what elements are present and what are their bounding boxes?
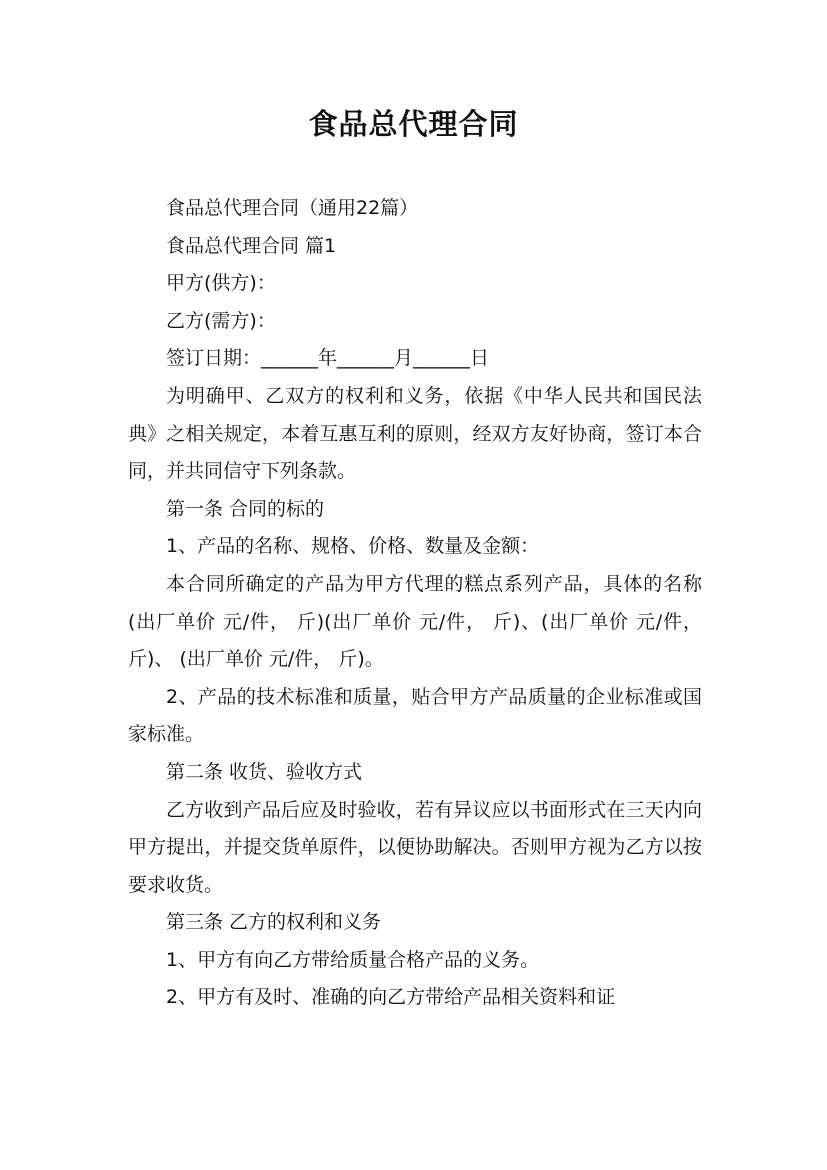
paragraph-clause-3-heading: 第三条 乙方的权利和义务 bbox=[166, 911, 382, 934]
paragraph-party-b: 乙方(需方)： bbox=[166, 309, 276, 332]
paragraph-clause-3-item-2: 2、甲方有及时、准确的向乙方带给产品相关资料和证 bbox=[166, 986, 616, 1009]
paragraph-article-heading: 食品总代理合同 篇1 bbox=[166, 234, 337, 257]
paragraph-clause-2-heading: 第二条 收货、验收方式 bbox=[166, 760, 363, 783]
paragraph-clause-2-body: 乙方收到产品后应及时验收，若有异议应以书面形式在三天内向甲方提出，并提交货单原件，以便协助解决。否则甲方视为乙方以按要求收货。 bbox=[128, 798, 702, 896]
paragraph-clause-1-heading: 第一条 合同的标的 bbox=[166, 497, 325, 520]
document-title: 食品总代理合同 bbox=[308, 107, 519, 141]
paragraph-party-a: 甲方(供方)： bbox=[166, 272, 276, 295]
paragraph-sign-date: 签订日期：______年______月______日 bbox=[166, 347, 490, 370]
paragraph-preamble: 为明确甲、乙双方的权利和义务，依据《中华人民共和国民法典》之相关规定，本着互惠互利的原则，经双方友好协商，签订本合同，并共同信守下列条款。 bbox=[128, 384, 702, 483]
paragraph-clause-1-item-2: 2、产品的技术标准和质量，贴合甲方产品质量的企业标准或国家标准。 bbox=[128, 685, 702, 746]
document-body bbox=[128, 190, 702, 1017]
paragraph-subtitle: 食品总代理合同（通用22篇） bbox=[166, 197, 419, 219]
paragraph-clause-1-detail: 本合同所确定的产品为甲方代理的糕点系列产品，具体的名称 (出厂单价 元/件， 斤)(出厂单价 元/件， 斤)、(出厂单价 元/件， 斤)、 (出厂单价 元/件， 斤)。 bbox=[128, 572, 702, 671]
paragraph-clause-1-item-1: 1、产品的名称、规格、价格、数量及金额： bbox=[166, 535, 540, 558]
paragraph-clause-3-item-1: 1、甲方有向乙方带给质量合格产品的义务。 bbox=[166, 948, 540, 971]
